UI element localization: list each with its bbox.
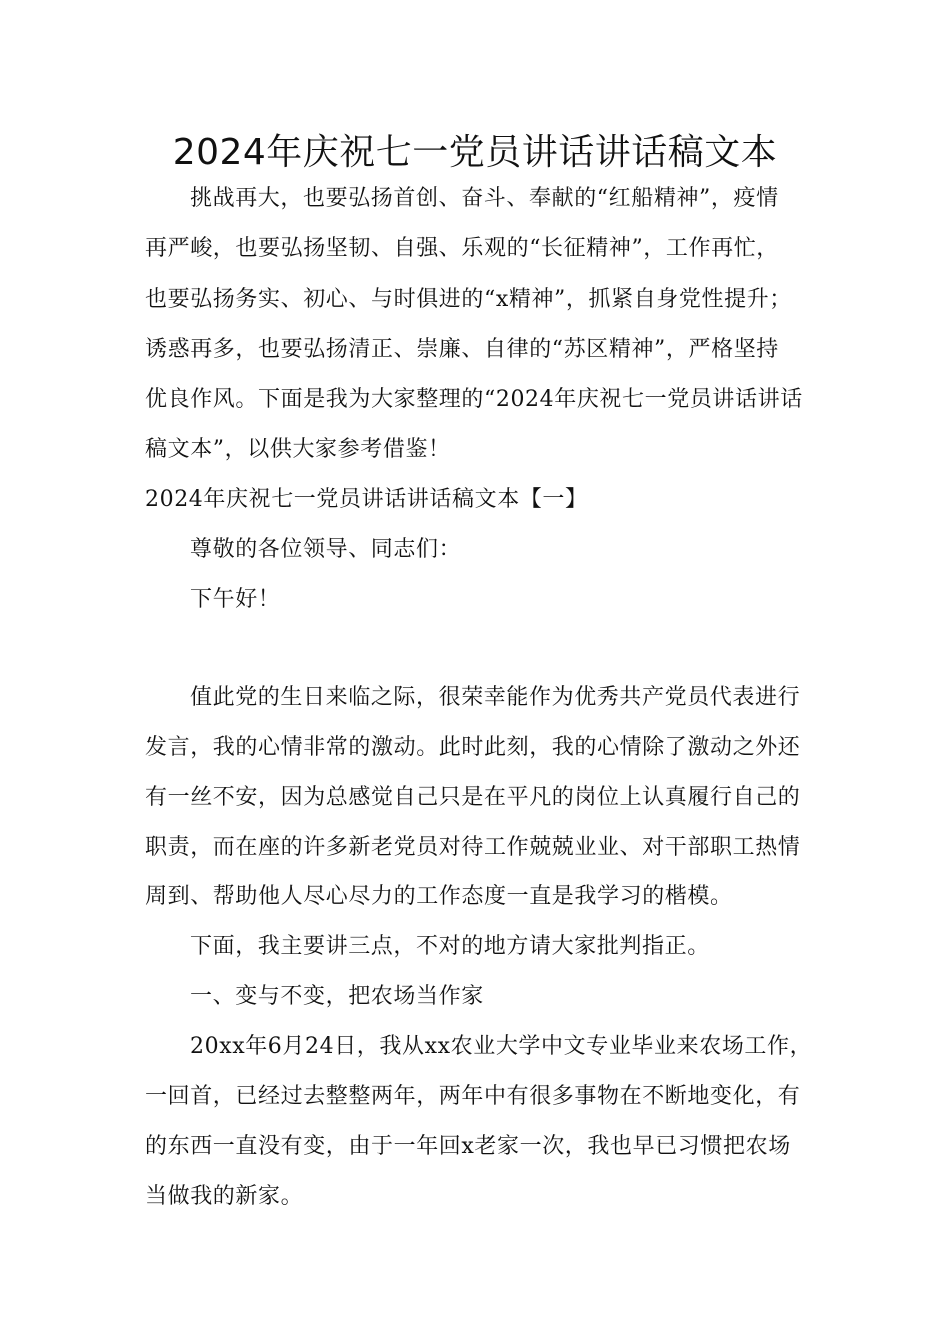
paragraph-line: 当做我的新家。	[145, 1184, 304, 1209]
intro-line: 也要弘扬务实、初心、与时俱进的“x精神”，抓紧自身党性提升；	[145, 287, 792, 312]
point-heading: 一、变与不变，把农场当作家	[190, 984, 484, 1009]
paragraph-line: 有一丝不安，因为总感觉自己只是在平凡的岗位上认真履行自己的	[145, 785, 801, 810]
paragraph-line: 周到、帮助他人尽心尽力的工作态度一直是我学习的楷模。	[145, 884, 733, 909]
paragraph-line: 发言，我的心情非常的激动。此时此刻，我的心情除了激动之外还	[145, 735, 801, 760]
section-heading: 2024年庆祝七一党员讲话讲话稿文本【一】	[145, 487, 588, 512]
intro-line: 诱惑再多，也要弘扬清正、崇廉、自律的“苏区精神”，严格坚持	[145, 337, 779, 362]
greeting: 下午好！	[190, 587, 281, 612]
document-title: 2024年庆祝七一党员讲话讲话稿文本	[172, 132, 778, 173]
intro-line: 优良作风。下面是我为大家整理的“2024年庆祝七一党员讲话讲话	[145, 387, 803, 412]
intro-line: 再严峻，也要弘扬坚韧、自强、乐观的“长征精神”，工作再忙，	[145, 236, 779, 261]
intro-line: 挑战再大，也要弘扬首创、奋斗、奉献的“红船精神”，疫情	[190, 186, 779, 211]
paragraph-line: 的东西一直没有变，由于一年回x老家一次，我也早已习惯把农场	[145, 1134, 791, 1159]
transition-line: 下面，我主要讲三点，不对的地方请大家批判指正。	[190, 934, 710, 959]
intro-line: 稿文本”，以供大家参考借鉴！	[145, 437, 451, 462]
paragraph-line: 值此党的生日来临之际，很荣幸能作为优秀共产党员代表进行	[190, 685, 801, 710]
paragraph-line: 职责，而在座的许多新老党员对待工作兢兢业业、对干部职工热情	[145, 835, 801, 860]
salutation: 尊敬的各位领导、同志们：	[190, 537, 462, 562]
paragraph-line: 一回首，已经过去整整两年，两年中有很多事物在不断地变化，有	[145, 1084, 801, 1109]
paragraph-line: 20xx年6月24日，我从xx农业大学中文专业毕业来农场工作，	[190, 1034, 813, 1059]
